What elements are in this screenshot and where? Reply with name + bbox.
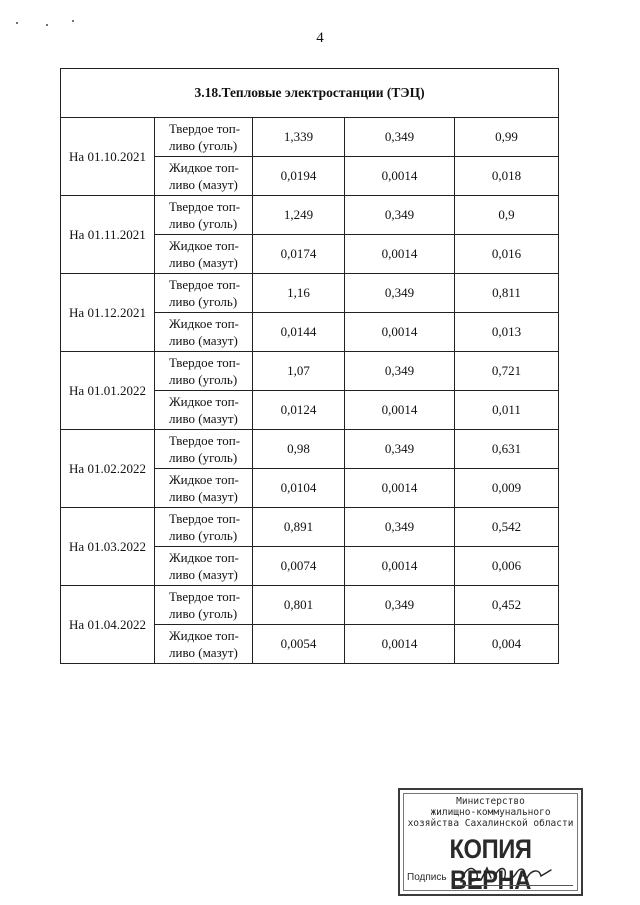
fuel-type-line: Твердое топ-	[169, 433, 241, 448]
table-row	[61, 586, 559, 625]
fuel-type-line: ливо (мазут)	[169, 411, 238, 426]
value-cell: 0,0054	[253, 625, 345, 664]
fuel-type-line: ливо (мазут)	[169, 255, 238, 270]
fuel-type-line: ливо (уголь)	[169, 138, 238, 153]
value-cell: 0,004	[455, 625, 559, 664]
page-number: 4	[316, 30, 324, 46]
fuel-type-line: Жидкое топ-	[169, 394, 239, 409]
date-cell: На 01.02.2022	[61, 430, 155, 508]
fuel-type-cell	[155, 118, 253, 157]
value-cell: 0,0174	[253, 235, 345, 274]
date-cell: На 01.03.2022	[61, 508, 155, 586]
value-cell: 0,0014	[345, 625, 455, 664]
value-cell: 0,0014	[345, 547, 455, 586]
fuel-type-cell	[155, 625, 253, 664]
value-cell: 0,891	[253, 508, 345, 547]
date-cell: На 01.12.2021	[61, 274, 155, 352]
value-cell: 0,0124	[253, 391, 345, 430]
value-cell: 1,339	[253, 118, 345, 157]
value-cell: 0,011	[455, 391, 559, 430]
fuel-type-line: ливо (уголь)	[169, 528, 238, 543]
fuel-type-line: ливо (мазут)	[169, 567, 238, 582]
fuel-type-cell	[155, 469, 253, 508]
fuel-type-line: Жидкое топ-	[169, 316, 239, 331]
fuel-type-cell	[155, 547, 253, 586]
value-cell: 0,9	[455, 196, 559, 235]
value-cell: 1,249	[253, 196, 345, 235]
value-cell: 0,631	[455, 430, 559, 469]
value-cell: 0,0144	[253, 313, 345, 352]
fuel-type-line: Твердое топ-	[169, 511, 241, 526]
value-cell: 0,349	[345, 508, 455, 547]
date-cell: На 01.11.2021	[61, 196, 155, 274]
value-cell: 0,0014	[345, 235, 455, 274]
scan-dot	[72, 20, 74, 22]
table-row	[61, 118, 559, 157]
value-cell: 0,0014	[345, 391, 455, 430]
certified-copy-stamp	[398, 788, 583, 896]
fuel-type-line: Жидкое топ-	[169, 628, 239, 643]
value-cell: 0,721	[455, 352, 559, 391]
value-cell: 0,0014	[345, 469, 455, 508]
table-row	[61, 352, 559, 391]
fuel-type-line: Жидкое топ-	[169, 472, 239, 487]
fuel-type-line: Жидкое топ-	[169, 550, 239, 565]
fuel-type-cell	[155, 352, 253, 391]
fuel-type-cell	[155, 586, 253, 625]
table-title-row	[61, 69, 559, 118]
value-cell: 0,99	[455, 118, 559, 157]
fuel-type-line: Жидкое топ-	[169, 160, 239, 175]
value-cell: 0,018	[455, 157, 559, 196]
value-cell: 0,016	[455, 235, 559, 274]
fuel-type-line: Твердое топ-	[169, 355, 241, 370]
value-cell: 1,07	[253, 352, 345, 391]
fuel-table	[60, 68, 559, 664]
fuel-type-line: ливо (уголь)	[169, 372, 238, 387]
fuel-type-line: ливо (мазут)	[169, 333, 238, 348]
fuel-type-line: Твердое топ-	[169, 277, 241, 292]
table-row	[61, 430, 559, 469]
table-row	[61, 196, 559, 235]
value-cell: 0,013	[455, 313, 559, 352]
fuel-type-line: ливо (уголь)	[169, 450, 238, 465]
value-cell: 0,811	[455, 274, 559, 313]
fuel-type-line: Твердое топ-	[169, 589, 241, 604]
fuel-type-line: Твердое топ-	[169, 199, 241, 214]
value-cell: 1,16	[253, 274, 345, 313]
value-cell: 0,349	[345, 430, 455, 469]
fuel-type-line: ливо (уголь)	[169, 606, 238, 621]
value-cell: 0,349	[345, 196, 455, 235]
value-cell: 0,006	[455, 547, 559, 586]
value-cell: 0,349	[345, 118, 455, 157]
date-cell: На 01.04.2022	[61, 586, 155, 664]
value-cell: 0,349	[345, 352, 455, 391]
stamp-line: Министерство	[456, 796, 525, 807]
value-cell: 0,0014	[345, 157, 455, 196]
fuel-type-line: Жидкое топ-	[169, 238, 239, 253]
table-row	[61, 508, 559, 547]
value-cell: 0,452	[455, 586, 559, 625]
fuel-type-line: Твердое топ-	[169, 121, 241, 136]
fuel-type-cell	[155, 157, 253, 196]
table-row	[61, 274, 559, 313]
value-cell: 0,542	[455, 508, 559, 547]
fuel-type-cell	[155, 235, 253, 274]
fuel-type-cell	[155, 430, 253, 469]
fuel-type-line: ливо (мазут)	[169, 177, 238, 192]
fuel-type-line: ливо (мазут)	[169, 489, 238, 504]
fuel-type-cell	[155, 391, 253, 430]
value-cell: 0,0074	[253, 547, 345, 586]
fuel-type-line: ливо (уголь)	[169, 294, 238, 309]
date-cell: На 01.10.2021	[61, 118, 155, 196]
stamp-main-text: КОПИЯ ВЕРНА	[449, 834, 532, 895]
fuel-type-line: ливо (мазут)	[169, 645, 238, 660]
fuel-type-line: ливо (уголь)	[169, 216, 238, 231]
table-title: 3.18.Тепловые электростанции (ТЭЦ)	[61, 69, 559, 118]
value-cell: 0,349	[345, 274, 455, 313]
scan-dot	[16, 22, 18, 24]
value-cell: 0,98	[253, 430, 345, 469]
stamp-line: хозяйства Сахалинской области	[407, 818, 574, 829]
stamp-ministry-text	[400, 796, 581, 829]
fuel-type-cell	[155, 313, 253, 352]
value-cell: 0,0014	[345, 313, 455, 352]
signature-label: Подпись	[407, 872, 447, 883]
handwritten-signature	[455, 860, 575, 888]
value-cell: 0,009	[455, 469, 559, 508]
stamp-line: жилищно-коммунального	[430, 807, 551, 818]
scan-dot	[46, 24, 48, 26]
value-cell: 0,801	[253, 586, 345, 625]
value-cell: 0,0104	[253, 469, 345, 508]
fuel-type-cell	[155, 196, 253, 235]
value-cell: 0,0194	[253, 157, 345, 196]
fuel-type-cell	[155, 274, 253, 313]
date-cell: На 01.01.2022	[61, 352, 155, 430]
fuel-type-cell	[155, 508, 253, 547]
value-cell: 0,349	[345, 586, 455, 625]
